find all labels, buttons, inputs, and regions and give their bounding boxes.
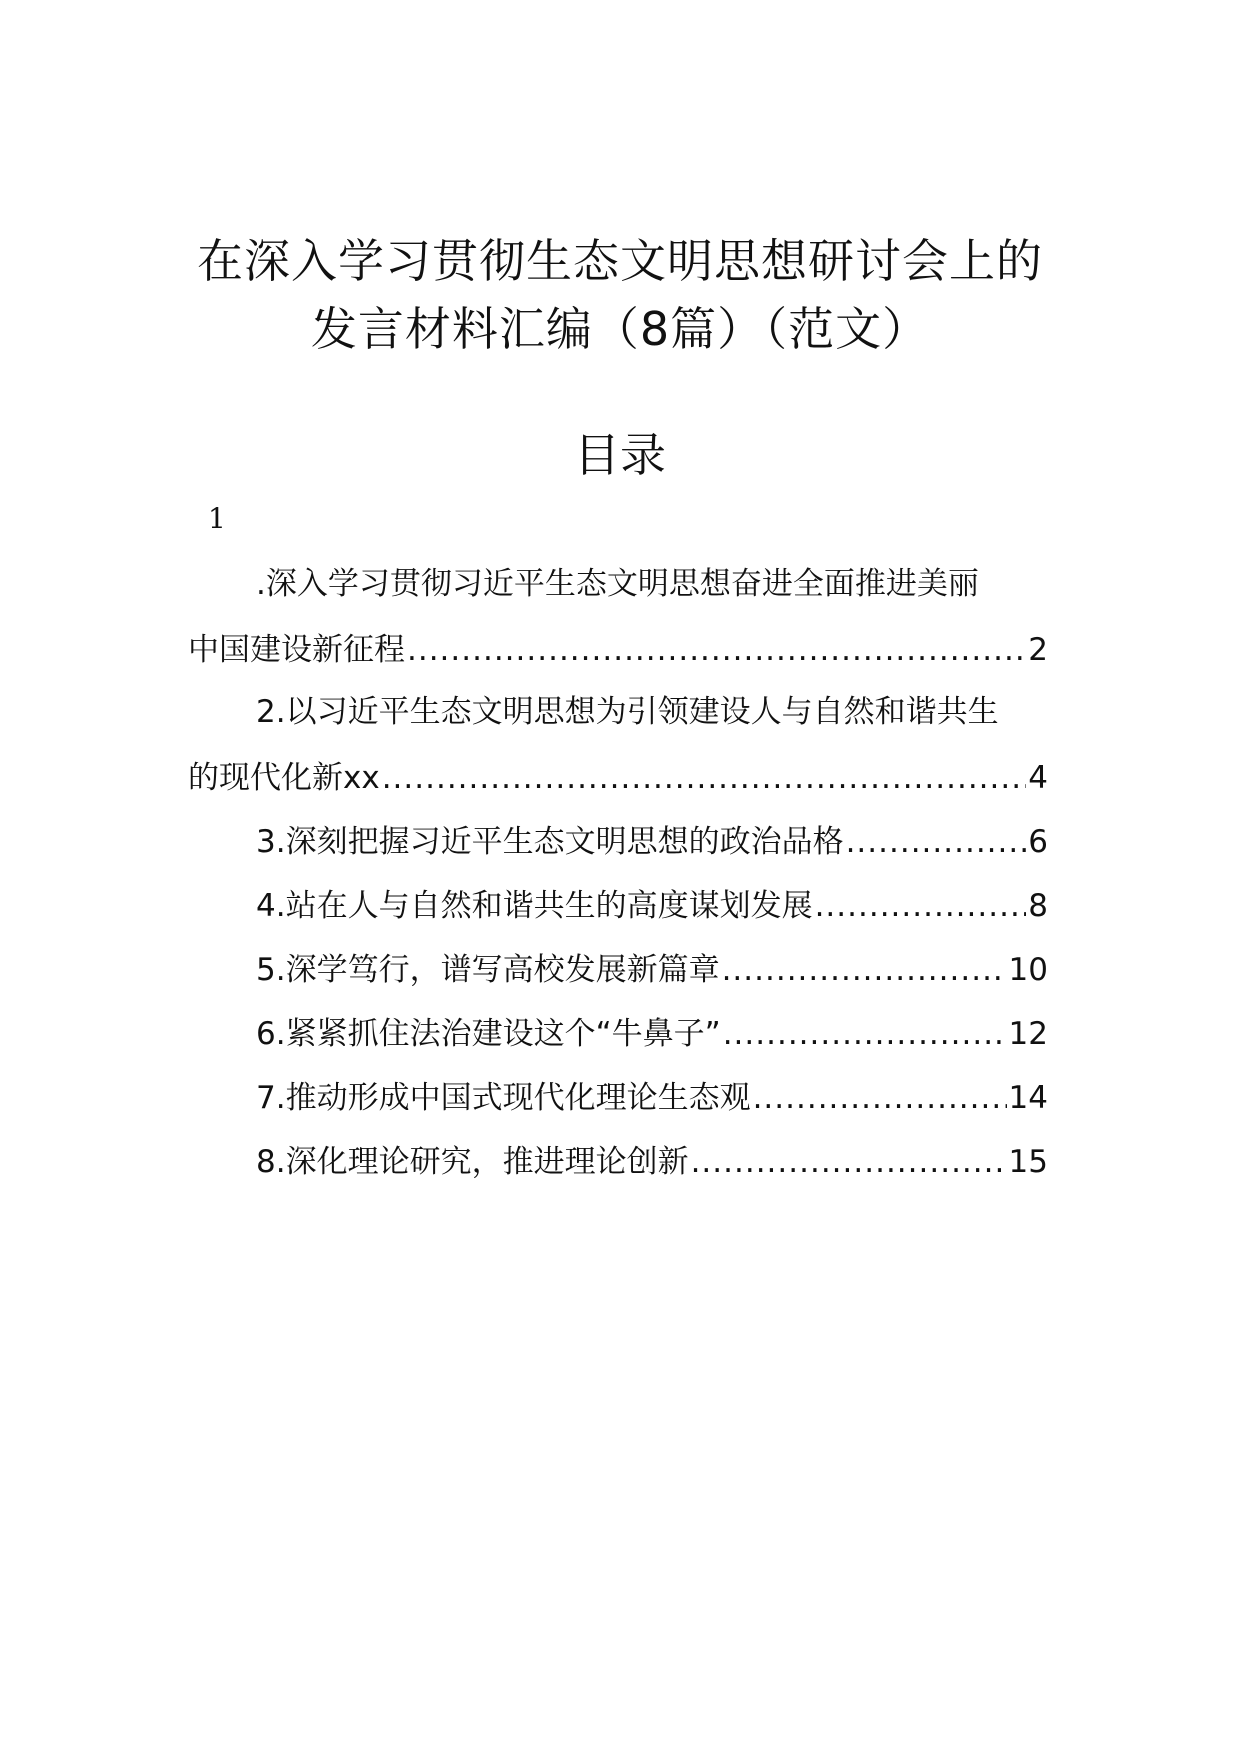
stray-page-number: 1	[208, 502, 226, 535]
toc-entry-text: 3.深刻把握习近平生态文明思想的政治品格	[256, 824, 844, 860]
toc-entry-text: 中国建设新征程	[188, 632, 405, 668]
toc-entry-2-line-1[interactable]: 2.以习近平生态文明思想为引领建设人与自然和谐共生	[256, 694, 999, 730]
toc-entry-2-line-2[interactable]	[188, 758, 1048, 798]
toc-page-number: 2	[1028, 632, 1048, 668]
toc-entry-text: 的现代化新xx	[188, 760, 380, 796]
toc-entry-8[interactable]	[256, 1142, 1048, 1182]
toc-entry-text: 4.站在人与自然和谐共生的高度谋划发展	[256, 888, 813, 924]
toc-page-number: 10	[1008, 952, 1048, 988]
toc-page-number: 8	[1028, 888, 1048, 924]
toc-entry-1-line-1[interactable]: .深入学习贯彻习近平生态文明思想奋进全面推进美丽	[256, 566, 979, 602]
toc-entry-5[interactable]	[256, 950, 1048, 990]
toc-entry-4[interactable]	[256, 886, 1048, 926]
toc-entry-6[interactable]	[256, 1014, 1048, 1054]
toc-entry-text: 6.紧紧抓住法治建设这个“牛鼻子”	[256, 1016, 721, 1052]
toc-heading: 目录	[574, 428, 666, 482]
toc-page-number: 6	[1028, 824, 1048, 860]
toc-page-number: 12	[1008, 1016, 1048, 1052]
toc-entry-1-line-2[interactable]	[188, 630, 1048, 670]
toc-entry-text: 5.深学笃行，谱写高校发展新篇章	[256, 952, 720, 988]
document-title-line-2: 发言材料汇编（8篇）（范文）	[310, 302, 930, 356]
document-title-line-1: 在深入学习贯彻生态文明思想研讨会上的	[197, 234, 1043, 288]
toc-leader-dots	[753, 1078, 1007, 1118]
toc-leader-dots	[722, 950, 1007, 990]
toc-leader-dots	[691, 1142, 1007, 1182]
toc-page-number: 14	[1008, 1080, 1048, 1116]
toc-entry-text: 8.深化理论研究，推进理论创新	[256, 1144, 689, 1180]
toc-entry-text: 7.推动形成中国式现代化理论生态观	[256, 1080, 751, 1116]
toc-leader-dots	[815, 886, 1027, 926]
toc-entry-7[interactable]	[256, 1078, 1048, 1118]
toc-leader-dots	[846, 822, 1027, 862]
toc-leader-dots	[382, 758, 1027, 798]
toc-page-number: 15	[1008, 1144, 1048, 1180]
toc-leader-dots	[407, 630, 1026, 670]
toc-page-number: 4	[1028, 760, 1048, 796]
toc-entry-3[interactable]	[256, 822, 1048, 862]
toc-leader-dots	[723, 1014, 1007, 1054]
